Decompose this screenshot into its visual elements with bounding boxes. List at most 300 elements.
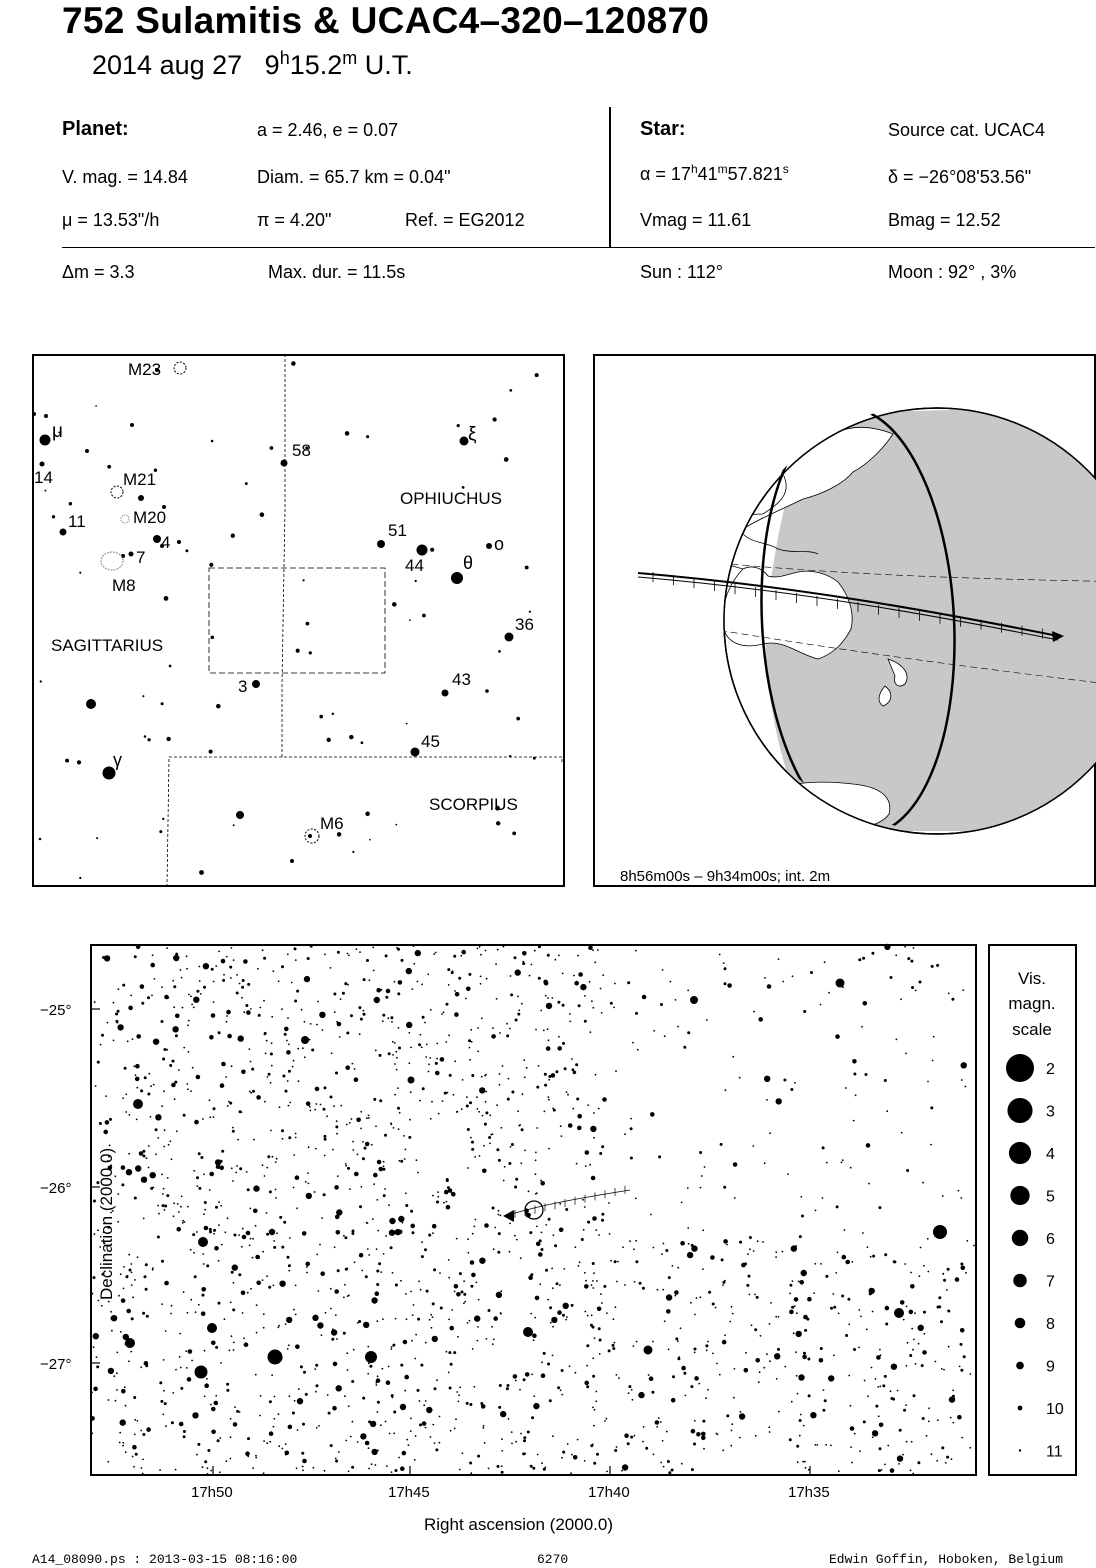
field-star — [671, 1398, 676, 1403]
field-star — [117, 1221, 119, 1223]
field-star — [791, 1306, 794, 1309]
field-star — [209, 1116, 211, 1118]
field-star — [215, 965, 217, 967]
finder-star — [40, 680, 42, 682]
field-star — [592, 1407, 594, 1409]
finder-star — [245, 482, 248, 485]
field-star — [820, 1004, 822, 1006]
field-star — [545, 1224, 547, 1226]
field-star — [213, 981, 215, 983]
field-star — [667, 1460, 670, 1463]
field-star — [614, 983, 616, 985]
field-star — [446, 1179, 449, 1182]
field-star — [397, 992, 400, 995]
field-star — [719, 1374, 721, 1376]
field-star — [352, 1230, 355, 1233]
finder-star — [442, 690, 449, 697]
field-star — [606, 1312, 608, 1314]
field-star — [403, 1340, 408, 1345]
field-star — [435, 1448, 438, 1451]
field-star — [368, 1117, 370, 1119]
finder-star — [485, 689, 489, 693]
field-star — [416, 1159, 418, 1161]
field-star — [633, 1345, 635, 1347]
field-star — [854, 1433, 856, 1435]
field-star — [688, 1243, 690, 1245]
field-star — [359, 951, 361, 953]
field-star — [598, 1108, 600, 1110]
field-star — [540, 1180, 542, 1182]
field-star — [410, 1291, 412, 1293]
field-star — [425, 1400, 427, 1402]
field-star — [582, 1199, 584, 1201]
field-star — [696, 1297, 698, 1299]
field-star — [113, 1040, 115, 1042]
field-star — [681, 1202, 683, 1204]
field-star — [134, 1279, 136, 1281]
field-star — [467, 1167, 469, 1169]
field-star — [119, 1442, 121, 1444]
field-star — [193, 1007, 195, 1009]
footer-number: 6270 — [537, 1552, 569, 1567]
field-star — [699, 1151, 702, 1154]
field-star — [470, 1260, 475, 1265]
field-star — [634, 1281, 636, 1283]
x-tick-label: 17h35 — [788, 1484, 830, 1501]
field-star — [366, 959, 369, 962]
field-star — [690, 1385, 693, 1388]
field-star — [657, 1289, 659, 1291]
field-star — [947, 1310, 950, 1313]
field-star — [358, 1006, 361, 1009]
field-star — [749, 1294, 751, 1296]
field-star — [520, 1257, 522, 1259]
field-star — [624, 1133, 626, 1135]
field-star — [386, 989, 391, 994]
field-star — [262, 1164, 264, 1166]
field-star — [388, 1366, 390, 1368]
field-star — [643, 1426, 645, 1428]
field-star — [557, 1386, 560, 1389]
field-star — [375, 1291, 380, 1296]
field-star — [186, 1367, 188, 1369]
field-star — [115, 1400, 117, 1402]
field-star — [430, 1009, 432, 1011]
globe-panel — [593, 354, 1096, 887]
field-star — [233, 959, 235, 961]
finder-star — [211, 440, 214, 443]
field-star — [463, 1280, 465, 1282]
field-star — [859, 1450, 861, 1452]
field-star — [702, 1268, 704, 1270]
field-star — [249, 1208, 251, 1210]
field-star — [798, 1281, 800, 1283]
finder-star — [417, 545, 428, 556]
field-star — [232, 1308, 235, 1311]
bright-star — [301, 1036, 309, 1044]
legend-mag-label: 11 — [1046, 1443, 1063, 1461]
field-star — [858, 958, 861, 961]
field-star — [426, 1290, 429, 1293]
field-star — [241, 997, 243, 999]
field-star — [155, 1153, 157, 1155]
finder-star — [40, 435, 51, 446]
field-star — [948, 993, 950, 995]
field-star — [336, 1230, 341, 1235]
field-star — [586, 1344, 589, 1347]
field-star — [830, 1445, 832, 1447]
field-star — [426, 1407, 432, 1413]
field-star — [150, 1085, 152, 1087]
field-star — [584, 1284, 589, 1289]
field-star — [153, 1084, 155, 1086]
field-star — [390, 1348, 392, 1350]
finder-star — [492, 417, 496, 421]
field-star — [207, 1449, 210, 1452]
field-star — [410, 1091, 412, 1093]
field-star — [368, 1468, 370, 1470]
field-star — [133, 1396, 136, 1399]
field-star — [947, 1268, 950, 1271]
field-star — [128, 1006, 133, 1011]
event-datetime: 2014 aug 27 9$^h$15.2$^m$ U.T. — [92, 48, 413, 80]
field-star — [402, 1451, 407, 1456]
field-star — [431, 1101, 433, 1103]
legend-dot — [1015, 1318, 1026, 1329]
field-star — [344, 1395, 346, 1397]
field-star — [180, 969, 182, 971]
legend-dot — [1010, 1186, 1029, 1205]
field-star — [910, 1284, 915, 1289]
australia-coastline — [723, 567, 852, 659]
field-star — [499, 1084, 501, 1086]
field-star — [376, 1320, 378, 1322]
field-star — [841, 1295, 844, 1298]
field-star — [388, 1204, 390, 1206]
finder-label-omicron: o — [494, 534, 505, 554]
field-star — [269, 1441, 271, 1443]
field-star — [536, 1226, 538, 1228]
field-star — [398, 1160, 400, 1162]
field-star — [95, 1085, 97, 1087]
field-star — [172, 1060, 175, 1063]
field-star — [661, 1253, 663, 1255]
finder-star — [512, 832, 516, 836]
field-star — [354, 1077, 359, 1082]
field-star — [115, 1013, 118, 1016]
field-star — [176, 1227, 181, 1232]
field-star — [848, 1324, 850, 1326]
finder-star — [332, 713, 334, 715]
field-star — [577, 1439, 579, 1441]
field-star — [549, 1399, 552, 1402]
field-star — [385, 954, 388, 957]
field-star — [616, 1281, 618, 1283]
field-star — [270, 1053, 273, 1056]
field-star — [377, 1401, 380, 1404]
finder-star — [166, 737, 170, 741]
field-star — [557, 1310, 562, 1315]
field-star — [566, 1316, 568, 1318]
field-star — [351, 1118, 353, 1120]
field-star — [293, 1154, 295, 1156]
field-star — [266, 1212, 268, 1214]
legend-dot — [1019, 1449, 1021, 1451]
field-star — [140, 984, 145, 989]
field-star — [672, 1265, 674, 1267]
field-star — [376, 1283, 379, 1286]
field-star — [740, 1411, 742, 1413]
field-star — [96, 1356, 98, 1358]
field-star — [486, 1338, 488, 1340]
field-star — [448, 1372, 450, 1374]
field-star — [842, 1255, 847, 1260]
finder-label-mu: μ — [52, 421, 63, 442]
planet-heading: Planet: — [62, 118, 129, 140]
field-star — [391, 1394, 394, 1397]
field-star — [627, 1442, 630, 1445]
finder-star — [77, 760, 81, 764]
field-star — [333, 1105, 335, 1107]
field-star — [557, 1001, 560, 1004]
field-star — [129, 1269, 132, 1272]
field-star — [427, 973, 429, 975]
field-star — [596, 1453, 599, 1456]
field-star — [262, 949, 264, 951]
field-star — [961, 1266, 966, 1271]
field-star — [302, 1047, 304, 1049]
field-star — [243, 1011, 245, 1013]
field-star — [477, 1326, 479, 1328]
field-star — [523, 1436, 526, 1439]
field-star — [363, 1322, 369, 1328]
field-star — [377, 1230, 379, 1232]
field-star — [579, 1261, 581, 1263]
field-star — [804, 1461, 806, 1463]
field-star — [242, 1312, 244, 1314]
field-star — [122, 1445, 124, 1447]
field-star — [448, 1034, 450, 1036]
field-star — [331, 1338, 334, 1341]
finder-star — [129, 552, 134, 557]
field-star — [426, 1044, 428, 1046]
field-star — [535, 1159, 537, 1161]
field-star — [963, 1355, 966, 1358]
field-star — [468, 1252, 470, 1254]
field-star — [525, 1372, 530, 1377]
field-star — [161, 986, 163, 988]
field-star — [522, 962, 525, 965]
field-star — [546, 1003, 552, 1009]
footer-author: Edwin Goffin, Hoboken, Belgium — [829, 1552, 1064, 1567]
finder-label-gamma: γ — [113, 750, 122, 770]
field-star — [408, 1032, 410, 1034]
field-star — [322, 1029, 324, 1031]
field-star — [362, 1141, 364, 1143]
field-star — [206, 1264, 209, 1267]
field-star — [213, 1229, 216, 1232]
field-star — [540, 1010, 542, 1012]
field-star — [660, 1462, 662, 1464]
finder-star — [430, 548, 434, 552]
field-star — [576, 1163, 578, 1165]
field-star — [858, 1309, 860, 1311]
field-star — [906, 1306, 908, 1308]
field-star — [128, 1114, 130, 1116]
asteroid-path-line — [505, 1190, 630, 1216]
field-star — [930, 1106, 933, 1109]
field-star — [559, 1228, 564, 1233]
field-star — [870, 1256, 872, 1258]
field-star — [318, 1425, 320, 1427]
field-star — [406, 968, 412, 974]
field-star — [406, 1022, 412, 1028]
field-star — [310, 1023, 312, 1025]
field-star — [463, 1303, 465, 1305]
field-star — [137, 1256, 139, 1258]
field-star — [594, 1409, 596, 1411]
field-star — [705, 1397, 707, 1399]
field-star — [694, 1376, 699, 1381]
field-star — [336, 1338, 338, 1340]
field-star — [731, 1423, 733, 1425]
field-star — [246, 1231, 251, 1236]
field-star — [436, 1043, 438, 1045]
field-star — [373, 970, 375, 972]
field-star — [912, 1349, 914, 1351]
field-star — [530, 1465, 533, 1468]
field-star — [144, 1361, 149, 1366]
field-star — [307, 1172, 309, 1174]
field-star — [285, 1443, 287, 1445]
field-star — [503, 946, 505, 948]
field-star — [492, 1133, 494, 1135]
field-star — [403, 1135, 405, 1137]
field-star — [733, 1162, 738, 1167]
finder-star — [185, 549, 188, 552]
field-star — [666, 1431, 668, 1433]
field-star — [951, 1458, 953, 1460]
field-star — [966, 1240, 968, 1242]
field-star — [861, 1026, 863, 1028]
field-star — [509, 1223, 511, 1225]
field-star — [433, 1268, 436, 1271]
legend-mag-label: 6 — [1046, 1231, 1055, 1248]
field-star — [799, 1235, 802, 1238]
finder-star — [366, 435, 369, 438]
field-star — [545, 1269, 548, 1272]
field-star — [521, 1003, 523, 1005]
field-star — [287, 1348, 289, 1350]
field-star — [653, 1030, 655, 1032]
field-star — [719, 954, 721, 956]
field-star — [694, 1352, 696, 1354]
field-star — [459, 1387, 461, 1389]
field-star — [511, 1443, 513, 1445]
field-star — [317, 1001, 319, 1003]
field-star — [828, 1375, 834, 1381]
field-star — [595, 1391, 597, 1393]
field-star — [531, 1373, 533, 1375]
field-star — [560, 1125, 562, 1127]
field-star — [748, 1275, 751, 1278]
field-star — [301, 1009, 303, 1011]
finder-label-4: 4 — [161, 533, 171, 552]
field-star — [564, 1067, 567, 1070]
field-star — [430, 1314, 432, 1316]
field-star — [587, 1315, 589, 1317]
field-star — [484, 1442, 486, 1444]
field-star — [879, 1423, 884, 1428]
field-star — [573, 1071, 576, 1074]
field-star — [101, 1034, 104, 1037]
field-star — [171, 1305, 173, 1307]
field-star — [721, 1258, 724, 1261]
field-star — [142, 1312, 145, 1315]
field-star — [463, 1293, 466, 1296]
field-star — [217, 1439, 220, 1442]
field-of-view-box — [209, 568, 385, 673]
field-star — [471, 1041, 473, 1043]
table-rule — [62, 247, 1095, 248]
field-star — [131, 1317, 134, 1320]
field-star — [911, 986, 914, 989]
field-star — [136, 1119, 138, 1121]
field-star — [324, 1470, 326, 1472]
field-star — [562, 1004, 565, 1007]
field-star — [534, 950, 536, 952]
field-star — [529, 1231, 532, 1234]
field-star — [757, 1240, 759, 1242]
field-star — [288, 1044, 290, 1046]
field-star — [191, 1360, 193, 1362]
field-star — [824, 961, 826, 963]
field-star — [266, 1040, 268, 1042]
field-star — [380, 1424, 382, 1426]
field-star — [279, 1281, 285, 1287]
field-star — [769, 1360, 771, 1362]
field-star — [601, 1213, 604, 1216]
field-star — [674, 1290, 679, 1295]
field-star — [343, 1332, 346, 1335]
field-star — [415, 950, 421, 956]
field-star — [135, 1165, 141, 1171]
finder-star — [422, 614, 426, 618]
field-star — [391, 1021, 393, 1023]
field-star — [324, 953, 326, 955]
field-star — [288, 1105, 290, 1107]
field-star — [436, 1379, 438, 1381]
field-star — [111, 1330, 113, 1332]
field-star — [391, 1346, 393, 1348]
field-star — [572, 1108, 574, 1110]
field-star — [271, 1065, 273, 1067]
finder-label-theta: θ — [463, 553, 474, 573]
field-star — [259, 1007, 261, 1009]
field-star — [373, 1173, 378, 1178]
finder-star — [309, 651, 312, 654]
field-star — [270, 1082, 272, 1084]
field-star — [165, 1330, 167, 1332]
field-star — [382, 1020, 384, 1022]
field-star — [130, 995, 132, 997]
field-star — [501, 1438, 503, 1440]
field-star — [288, 1264, 291, 1267]
legend-mag-label: 5 — [1046, 1188, 1055, 1206]
field-star — [448, 1277, 450, 1279]
field-star — [482, 1169, 487, 1174]
field-star — [432, 1302, 435, 1305]
